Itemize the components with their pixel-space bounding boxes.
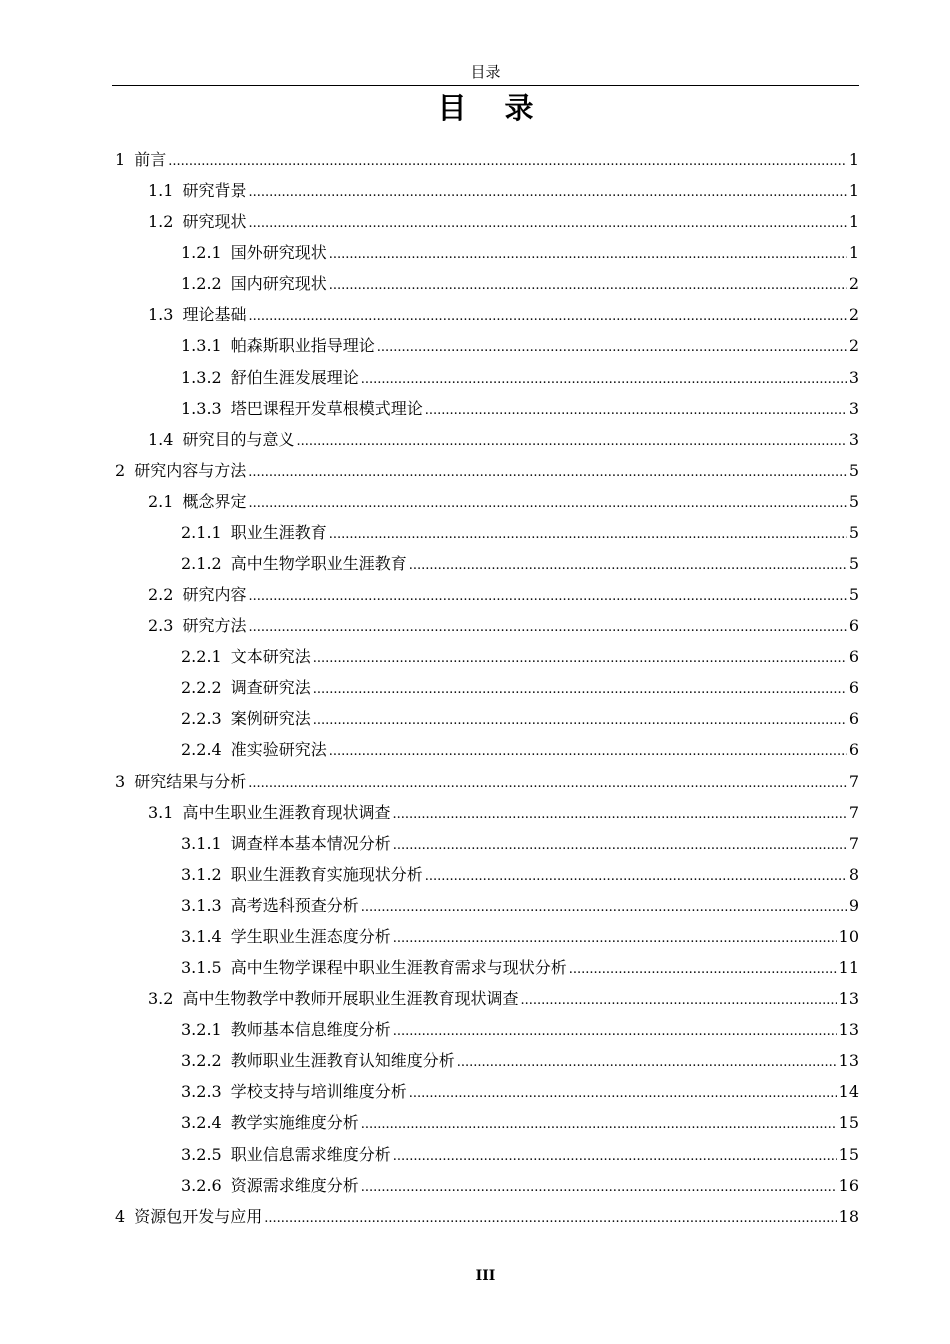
toc-entry-number: 2.2 [148,585,174,605]
toc-entry[interactable] [112,766,859,797]
toc-entry[interactable] [112,206,859,237]
dot-leader [329,517,847,550]
dot-leader [361,362,847,395]
toc-entry-title: 国外研究现状 [230,243,327,263]
toc-entry-title: 资源需求维度分析 [230,1175,359,1195]
toc-entry-number: 1.1 [148,181,174,201]
toc-entry-title: 研究方法 [182,616,247,636]
toc-entry[interactable] [112,890,859,921]
dot-leader [296,424,846,457]
toc-entry-number: 3 [115,771,126,791]
dot-leader [248,455,847,488]
dot-leader [313,672,847,705]
toc-entry-title: 高考选科预查分析 [230,895,359,915]
toc-entry-number: 1.3 [148,305,174,325]
toc-entry-number: 1.3.1 [181,336,222,356]
toc-entry-title: 文本研究法 [230,647,311,667]
toc-entry[interactable] [112,859,859,890]
dot-leader [393,828,847,861]
dot-leader [361,1107,837,1140]
toc-entry-number: 3.1.3 [181,895,222,915]
toc-entry-title: 职业生涯教育 [230,522,327,542]
footer-page-number: III [475,1268,496,1284]
dot-leader [248,486,846,519]
toc-title: 目 录 [437,91,548,125]
toc-entry-number: 3.2.2 [181,1051,222,1071]
toc-entry-number: 3.2.5 [181,1144,222,1164]
toc-entry[interactable] [112,828,859,859]
toc-entry[interactable] [112,734,859,765]
toc-entry-number: 2.2.3 [181,709,222,729]
toc-entry-number: 3.2.1 [181,1020,222,1040]
dot-leader [393,1014,837,1047]
dot-leader [361,1170,837,1203]
toc-entry[interactable] [112,579,859,610]
toc-entry[interactable] [112,486,859,517]
toc-entry[interactable] [112,517,859,548]
dot-leader [248,610,846,643]
toc-entry-title: 概念界定 [182,491,247,511]
toc-entry-page: 16 [838,1175,859,1195]
dot-leader [248,766,847,799]
toc-entry-page: 2 [848,305,859,325]
toc-entry-page: 5 [848,554,859,574]
toc-entry-number: 2.1 [148,491,174,511]
toc-entry-page: 14 [838,1082,859,1102]
toc-entry-title: 学校支持与培训维度分析 [230,1082,407,1102]
toc-entry[interactable] [112,983,859,1014]
toc-entry-number: 1.4 [148,429,174,449]
toc-entry[interactable] [112,610,859,641]
toc-entry[interactable] [112,362,859,393]
toc-entry-page: 6 [848,709,859,729]
toc-entry[interactable] [112,1076,859,1107]
toc-entry-title: 职业信息需求维度分析 [230,1144,391,1164]
toc-entry[interactable] [112,1014,859,1045]
toc-entry-number: 2.3 [148,616,174,636]
dot-leader [248,299,846,332]
dot-leader [329,734,847,767]
toc-entry-title: 研究内容与方法 [134,460,247,480]
toc-entry-page: 10 [838,926,859,946]
toc-entry-title: 教师职业生涯教育认知维度分析 [230,1051,455,1071]
dot-leader [392,797,846,830]
toc-entry-number: 4 [115,1206,126,1226]
toc-entry[interactable] [112,455,859,486]
toc-entry-number: 1.2.2 [181,274,222,294]
dot-leader [248,206,846,239]
toc-entry-number: 3.2.3 [181,1082,222,1102]
toc-entry[interactable] [112,921,859,952]
toc-entry[interactable] [112,393,859,424]
toc-entry-page: 13 [838,1020,859,1040]
toc-entry-title: 职业生涯教育实施现状分析 [230,864,423,884]
dot-leader [425,859,847,892]
toc-entry-number: 1.3.3 [181,398,222,418]
toc-entry-page: 6 [848,647,859,667]
toc-entry-number: 1.2 [148,212,174,232]
dot-leader [520,983,836,1016]
toc-entry-page: 7 [848,833,859,853]
toc-entry[interactable] [112,299,859,330]
toc-entry[interactable] [112,330,859,361]
toc-entry-page: 18 [838,1206,859,1226]
dot-leader [329,237,847,270]
toc-entry-page: 3 [848,367,859,387]
toc-entry[interactable] [112,424,859,455]
toc-entry[interactable] [112,144,859,175]
toc-entry-page: 5 [848,460,859,480]
toc-entry[interactable] [112,548,859,579]
toc-entry-number: 2 [115,460,126,480]
toc-entry-title: 案例研究法 [230,709,311,729]
toc-entry-page: 7 [848,771,859,791]
toc-entry-page: 15 [838,1144,859,1164]
toc-entry[interactable] [112,1170,859,1201]
dot-leader [409,1076,837,1109]
toc-entry-page: 8 [848,864,859,884]
toc-entry-page: 6 [848,678,859,698]
toc-entry-title: 研究结果与分析 [134,771,247,791]
dot-leader [393,1139,837,1172]
toc-entry-page: 15 [838,1113,859,1133]
toc-entry[interactable] [112,1045,859,1076]
toc-entry[interactable] [112,175,859,206]
running-header: 目录 [470,63,501,81]
toc-entry-page: 1 [848,243,859,263]
toc-entry-title: 学生职业生涯态度分析 [230,926,391,946]
toc-entry-title: 研究目的与意义 [182,429,295,449]
dot-leader [425,393,847,426]
toc-entry-page: 5 [848,522,859,542]
dot-leader [569,952,837,985]
toc-entry-title: 理论基础 [182,305,247,325]
toc-entry-number: 3.1 [148,802,174,822]
toc-entry-page: 3 [848,429,859,449]
toc-entry-title: 高中生物学课程中职业生涯教育需求与现状分析 [230,958,567,978]
toc-entry-page: 13 [838,1051,859,1071]
toc-entry-page: 1 [848,181,859,201]
toc-entry-number: 3.2 [148,989,174,1009]
toc-entry-page: 7 [848,802,859,822]
toc-entry-title: 高中生职业生涯教育现状调查 [182,802,391,822]
toc-entry-title: 调查研究法 [230,678,311,698]
toc-entry-title: 帕森斯职业指导理论 [230,336,375,356]
toc-entry-page: 11 [838,958,859,978]
toc-entry-page: 1 [848,212,859,232]
toc-entry-page: 2 [848,336,859,356]
dot-leader [393,921,837,954]
toc-entry[interactable] [112,672,859,703]
toc-entry-title: 教学实施维度分析 [230,1113,359,1133]
dot-leader [457,1045,837,1078]
toc-entry-number: 1.3.2 [181,367,222,387]
toc-entry-number: 1.2.1 [181,243,222,263]
dot-leader [361,890,847,923]
toc-entry[interactable] [112,268,859,299]
dot-leader [329,268,847,301]
toc-entry-title: 研究现状 [182,212,247,232]
dot-leader [248,175,846,208]
toc-entry-page: 9 [848,895,859,915]
toc-entry-title: 研究内容 [182,585,247,605]
dot-leader [248,579,846,612]
toc-entry-page: 1 [848,150,859,169]
toc-entry[interactable] [112,703,859,734]
toc-entry-title: 教师基本信息维度分析 [230,1020,391,1040]
toc-entry-title: 塔巴课程开发草根模式理论 [230,398,423,418]
toc-entry-title: 高中生物教学中教师开展职业生涯教育现状调查 [182,989,519,1009]
toc-entry-page: 13 [838,989,859,1009]
toc-entry[interactable] [112,641,859,672]
toc-entry-number: 3.1.1 [181,833,222,853]
toc-entry[interactable] [112,952,859,983]
toc-entry-number: 2.2.1 [181,647,222,667]
toc-entry-page: 2 [848,274,859,294]
dot-leader [168,144,847,177]
toc-entry-page: 6 [848,616,859,636]
toc-entry-title: 舒伯生涯发展理论 [230,367,359,387]
toc-entry-number: 3.1.2 [181,864,222,884]
dot-leader [313,641,847,674]
toc-entry-number: 2.1.2 [181,554,222,574]
toc-entry-number: 3.2.6 [181,1175,222,1195]
toc-entry-title: 准实验研究法 [230,740,327,760]
toc-entry-number: 3.2.4 [181,1113,222,1133]
toc-entry[interactable] [112,1201,859,1232]
dot-leader [409,548,847,581]
header-rule [112,85,859,86]
dot-leader [264,1201,836,1234]
toc-entry[interactable] [112,797,859,828]
toc-entry-title: 资源包开发与应用 [134,1206,263,1226]
toc-entry-title: 研究背景 [182,181,247,201]
toc-entry-title: 调查样本基本情况分析 [230,833,391,853]
dot-leader [377,330,847,363]
toc-entry[interactable] [112,1139,859,1170]
toc-entry-title: 高中生物学职业生涯教育 [230,554,407,574]
toc-entry-number: 2.1.1 [181,522,222,542]
toc-entry-number: 3.1.5 [181,958,222,978]
toc-entry-number: 2.2.4 [181,740,222,760]
toc-entry-number: 2.2.2 [181,678,222,698]
dot-leader [313,703,847,736]
toc-entry-title: 前言 [134,150,167,169]
table-of-contents [112,144,859,1232]
toc-entry-number: 3.1.4 [181,926,222,946]
toc-entry-number: 1 [115,150,126,169]
toc-entry[interactable] [112,1107,859,1138]
toc-entry-page: 6 [848,740,859,760]
toc-entry-page: 3 [848,398,859,418]
toc-entry[interactable] [112,237,859,268]
toc-entry-page: 5 [848,491,859,511]
toc-entry-title: 国内研究现状 [230,274,327,294]
toc-entry-page: 5 [848,585,859,605]
